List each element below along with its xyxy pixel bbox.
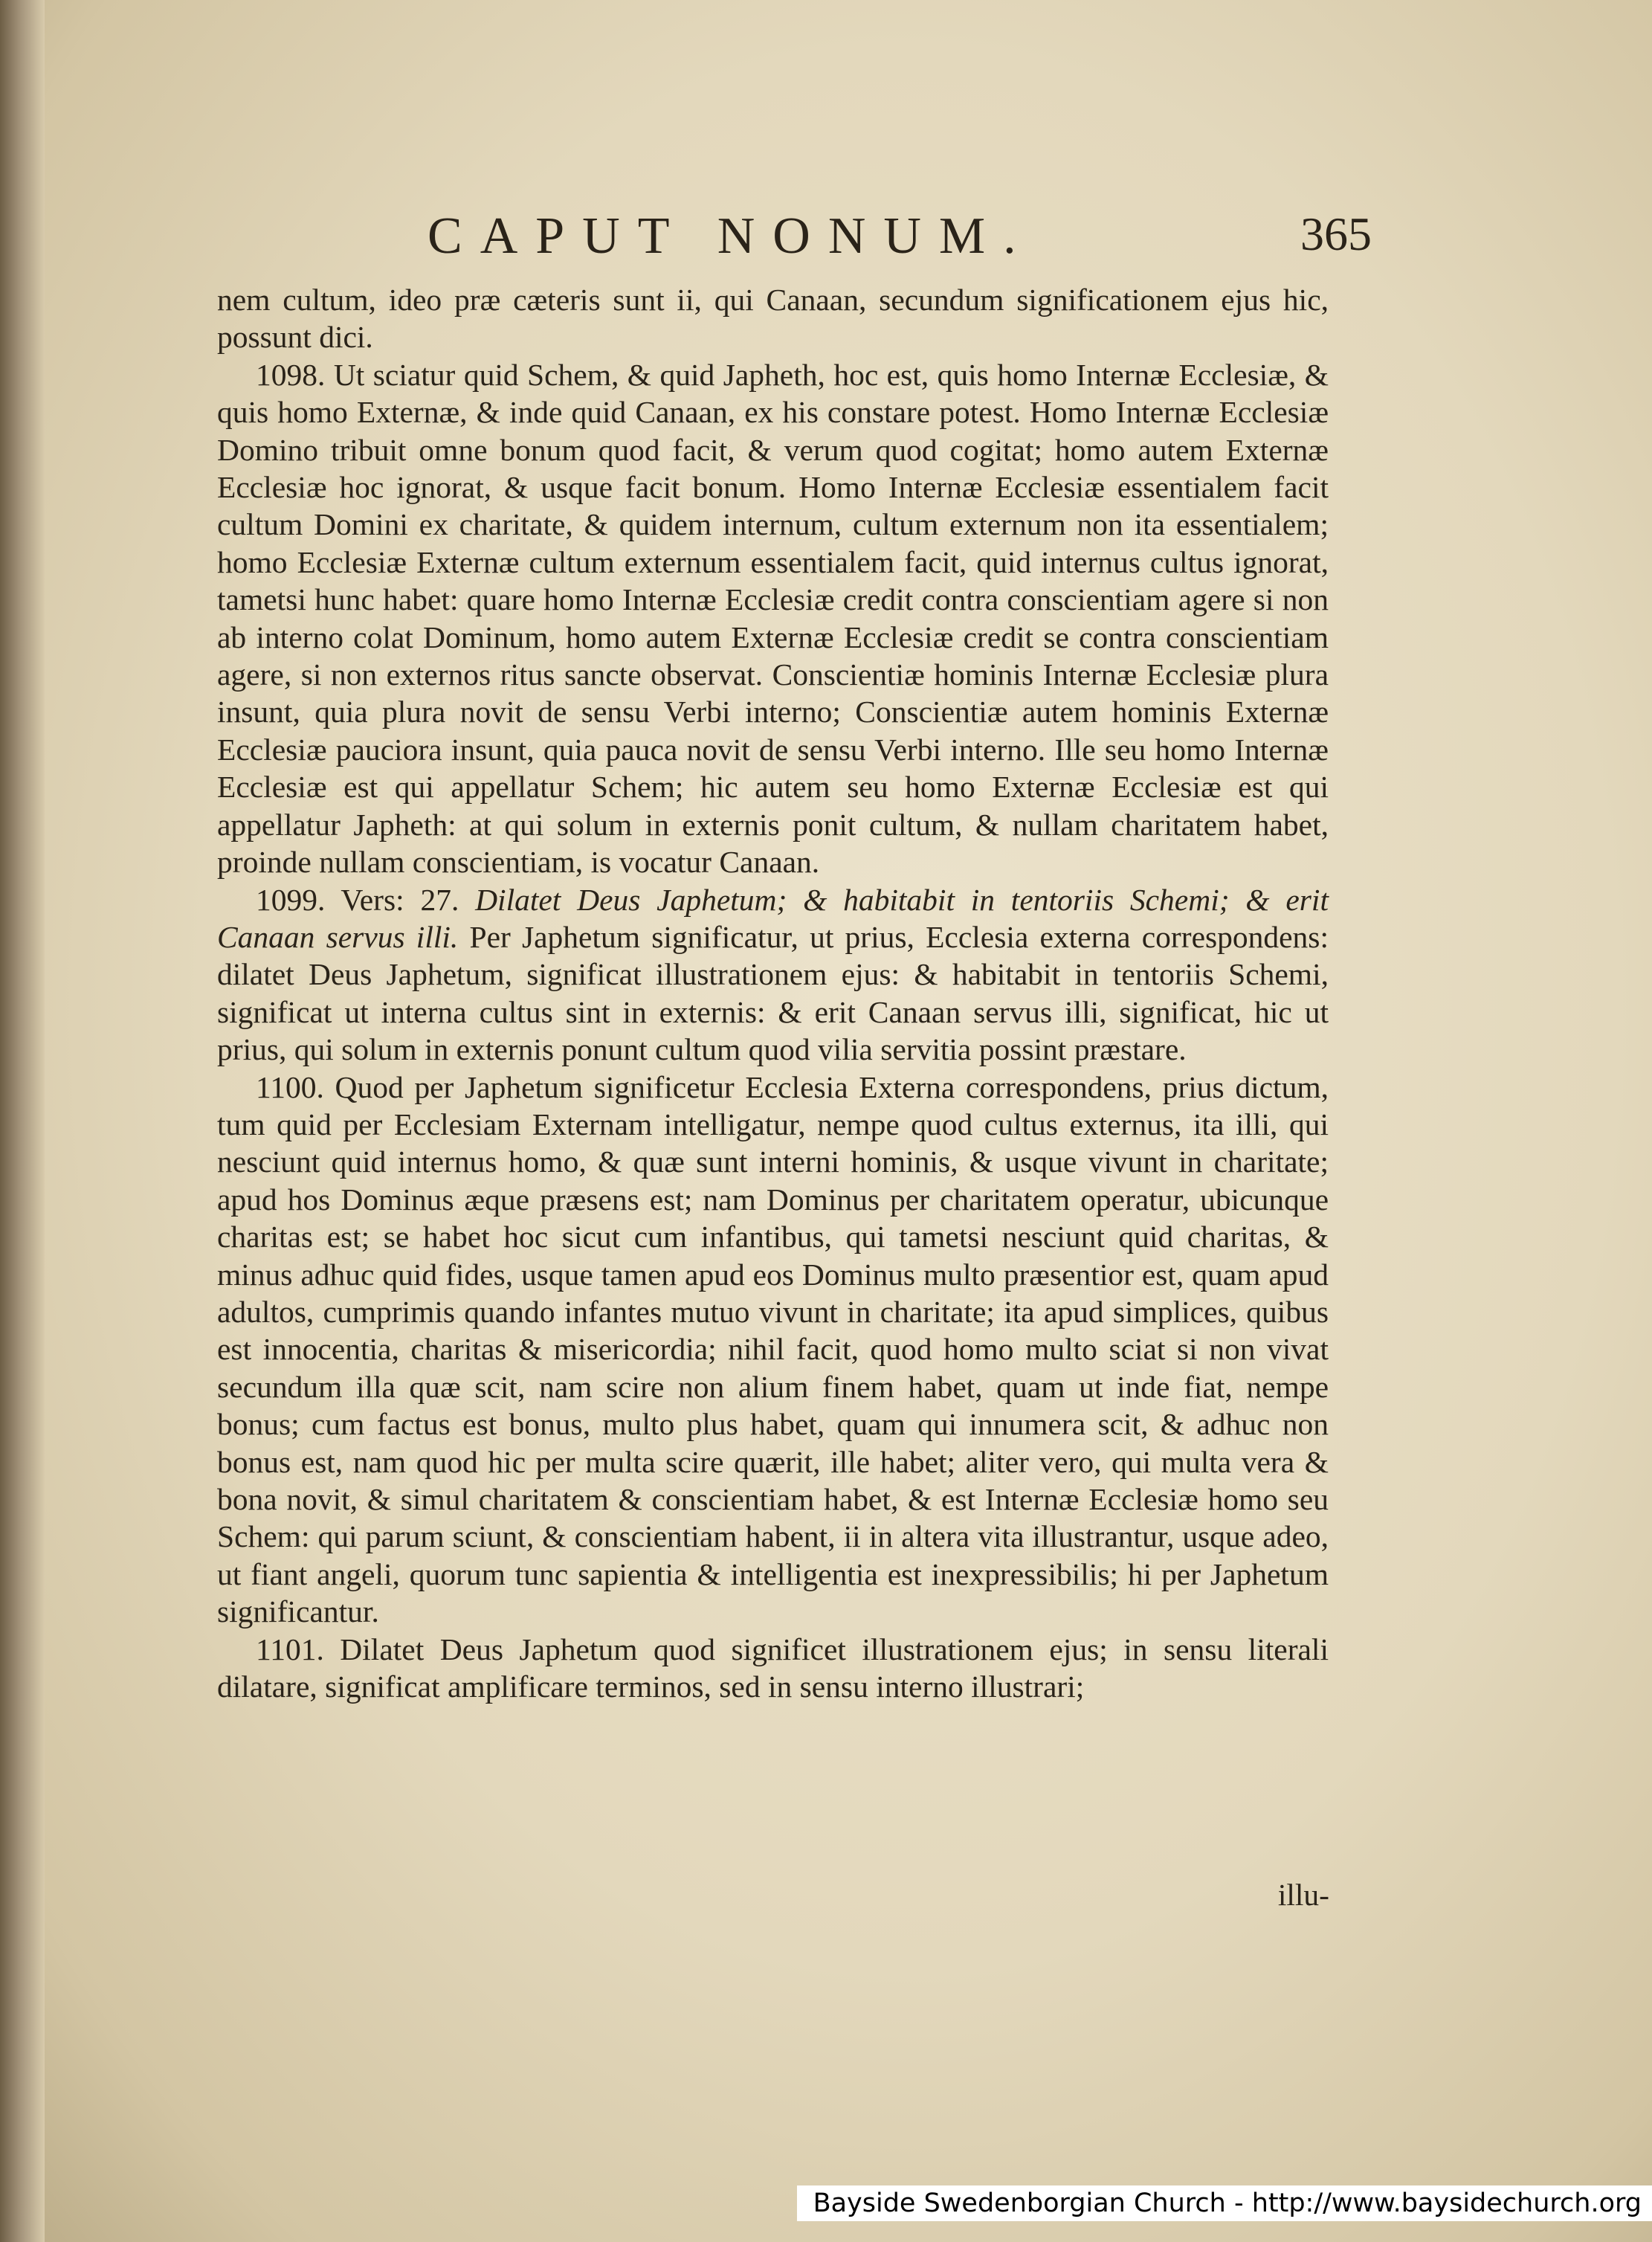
paragraph-1098: 1098. Ut sciatur quid Schem, & quid Japheth, hoc est, quis homo Internæ Ecclesiæ, & quis homo Externæ, & inde quid Canaan, ex his constare potest. Homo Internæ Ecclesiæ Domino tribuit omne bonum quod facit, & verum quod cogitat; homo autem Externæ Ecclesiæ hoc ignorat, & usque facit bonum. Homo Internæ Ecclesiæ essentialem facit cultum Domini ex charitate, & quidem internum, cultum externum non ita essentialem; homo Ecclesiæ Externæ cultum externum essentialem facit, quid internus cultus ignorat, tametsi hunc habet: quare homo Internæ Ecclesiæ credit contra conscientiam agere si non ab interno colat Dominum, homo autem Externæ Ecclesiæ credit se contra conscientiam agere, si non externos ritus sancte observat. Conscientiæ hominis Internæ Ecclesiæ plura insunt, quia plura novit de sensu Verbi interno; Conscientiæ autem hominis Externæ Ecclesiæ pauciora insunt, quia pauca novit de sensu Verbi interno. Ille seu homo Internæ Ecclesiæ est qui appellatur Schem; hic autem seu homo Externæ Ecclesiæ est qui appellatur Japheth: at qui solum in externis ponit cultum, & nullam charitatem habet, proinde nullam conscientiam, is vocatur Canaan. <box>217 357 1329 880</box>
paragraph-1100: 1100. Quod per Japhetum significetur Ecclesia Externa correspondens, prius dictum, tum quid per Ecclesiam Externam intelligatur, nempe quod cultus externus, ita illi, qui nesciunt quid internus homo, & quæ sunt interni hominis, & usque vivunt in charitate; apud hos Dominus æque præsens est; nam Dominus per charitatem operatur, ubicunque charitas est; se habet hoc sicut cum infantibus, qui tametsi nesciunt quid charitas, & minus adhuc quid fides, usque tamen apud eos Dominus multo præsentior est, quam apud adultos, cumprimis quando infantes mutuo vivunt in charitate; ita apud simplices, quibus est innocentia, charitas & misericordia; nihil facit, quod homo multo sciat si non vivat secundum illa quæ scit, nam scire non alium finem habet, quam ut inde fiat, nempe bonus; cum factus est bonus, multo plus habet, quam qui innumera scit, & adhuc non bonus est, nam quod hic per multa scire quærit, ille habet; aliter vero, qui multa vera & bona novit, & simul charitatem & conscientiam habet, & est Internæ Ecclesiæ homo seu Schem: qui parum sciunt, & conscientiam habent, ii in altera vita illustrantur, usque adeo, ut fiant angeli, quorum tunc sapientia & intelligentia est inexpressibilis; hi per Japhetum significantur. <box>217 1069 1329 1629</box>
body-text <box>217 281 1329 1705</box>
page-header <box>427 207 1372 274</box>
running-head: CAPUT NONUM. <box>427 207 1034 265</box>
catchword: illu- <box>1277 1878 1329 1912</box>
paragraph-1101: 1101. Dilatet Deus Japhetum quod significet illustrationem ejus; in sensu literali dilatare, significat amplificare terminos, sed in sensu interno illustrari; <box>217 1631 1329 1704</box>
paragraph-continuation: nem cultum, ideo præ cæteris sunt ii, qui Canaan, secundum significationem ejus hic, possunt dici. <box>217 283 1329 355</box>
page-gutter <box>0 0 45 2242</box>
paragraph-1099-body: Per Japhetum significatur, ut prius, Ecclesia externa correspondens: dilatet Deus Japhetum, significat illustrationem ejus: & habitabit in tentoriis Schemi, significat ut interna cultus sint in externis: & erit Canaan servus illi, significat, hic ut prius, qui solum in externis ponunt cultum quod vilia servitia possint præstare. <box>217 919 1329 1067</box>
paragraph-1099 <box>217 881 1329 1069</box>
watermark-banner: Bayside Swedenborgian Church - http://www.baysidechurch.org <box>797 2185 1652 2221</box>
scripture-quote: Dilatet Deus Japhetum; & habitabit in tentoriis Schemi; & erit Canaan servus illi. <box>217 882 1329 954</box>
page-number: 365 <box>1300 207 1372 260</box>
paragraph-1099-lead: 1099. Vers: 27. <box>256 882 476 917</box>
